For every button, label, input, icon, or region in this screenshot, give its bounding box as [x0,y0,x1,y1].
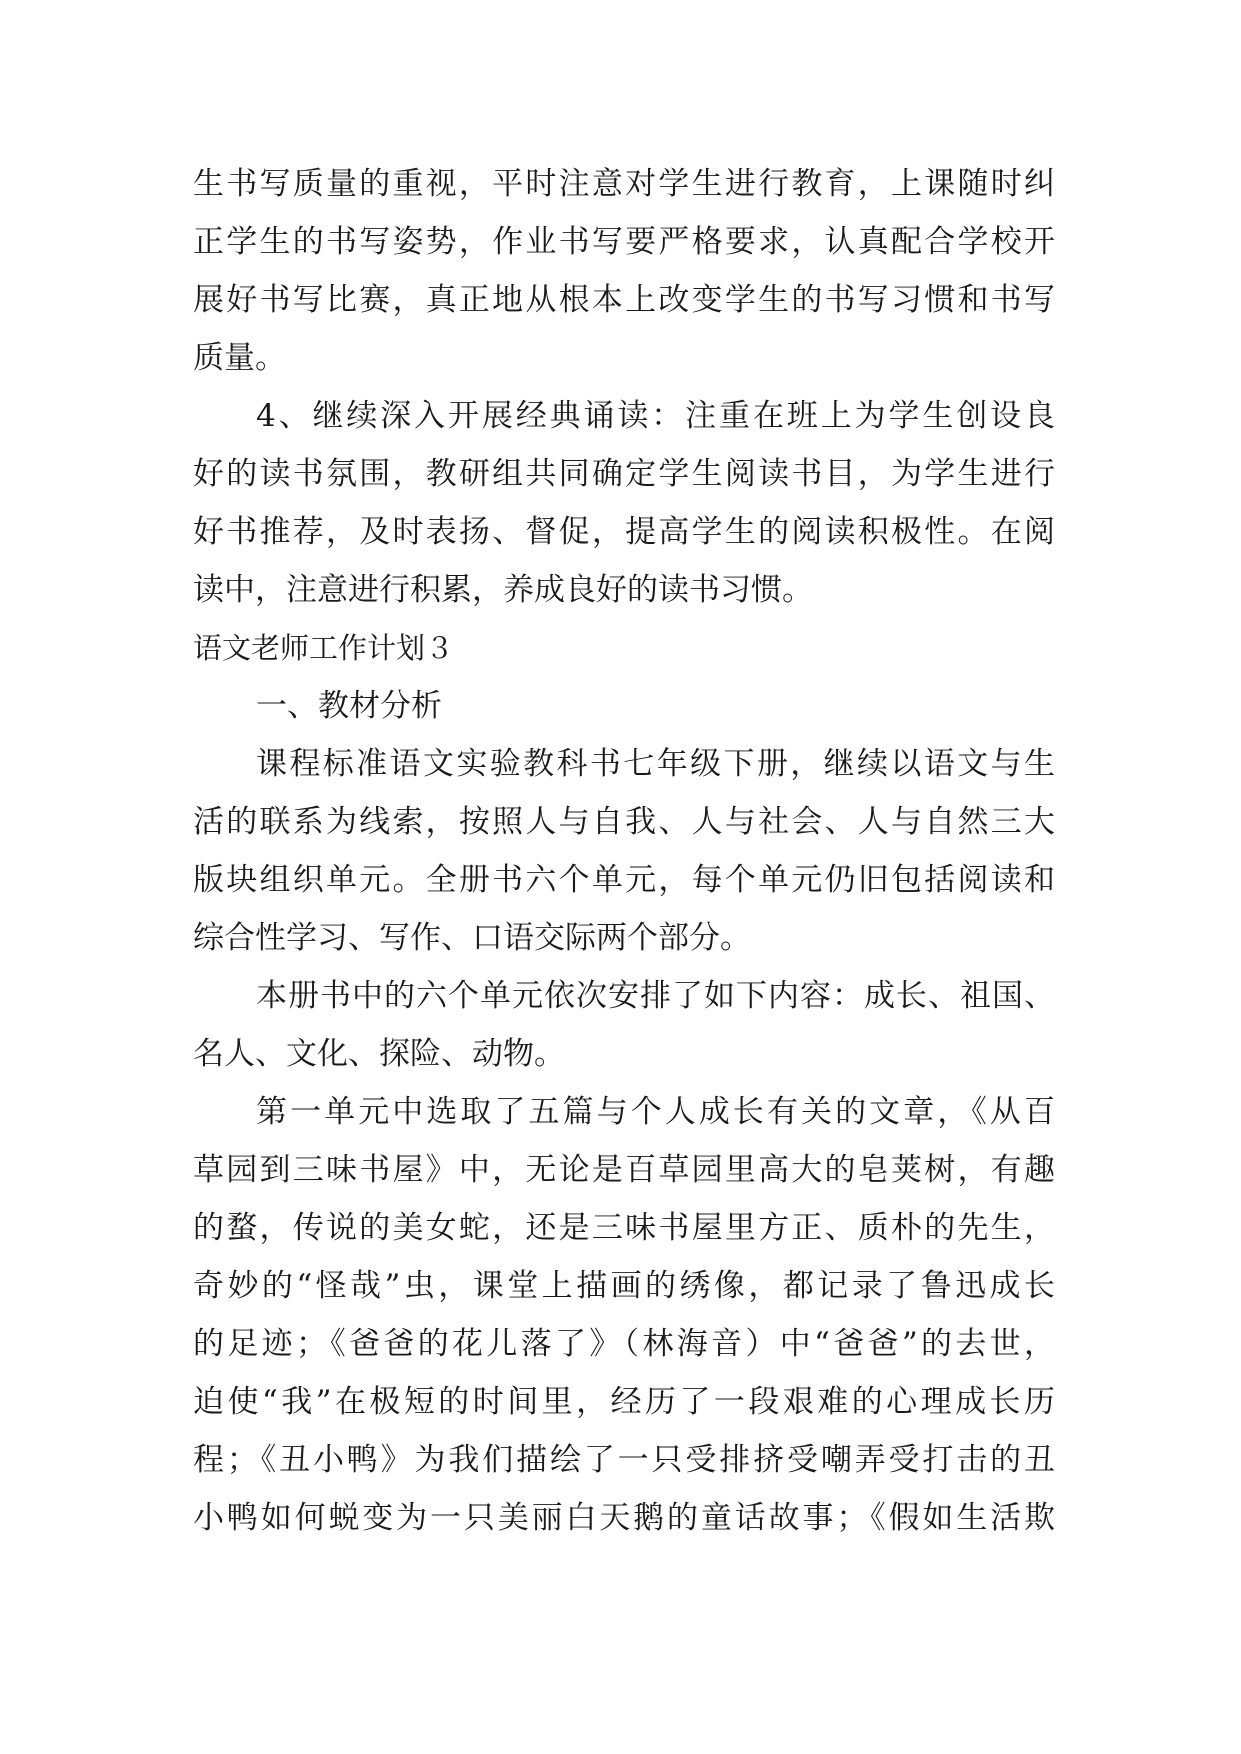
paragraph-line: 4、继续深入开展经典诵读：注重在班上为学生创设良 [256,398,1055,434]
paragraph-line: 的蝥，传说的美女蛇，还是三味书屋里方正、质朴的先生， [193,1210,1055,1246]
section-title: 语文老师工作计划３ [193,631,455,665]
paragraph-line: 读中，注意进行积累，养成良好的读书习惯。 [193,572,813,608]
paragraph-line: 活的联系为线索，按照人与自我、人与社会、人与自然三大 [193,804,1055,840]
paragraph-line: 综合性学习、写作、口语交际两个部分。 [193,920,751,956]
paragraph-line: 正学生的书写姿势，作业书写要严格要求，认真配合学校开 [193,224,1055,260]
paragraph-line: 课程标准语文实验教科书七年级下册，继续以语文与生 [256,746,1055,782]
paragraph-line: 生书写质量的重视，平时注意对学生进行教育，上课随时纠 [193,166,1055,202]
paragraph-line: 展好书写比赛，真正地从根本上改变学生的书写习惯和书写 [193,282,1055,318]
paragraph-line: 本册书中的六个单元依次安排了如下内容：成长、祖国、 [256,978,1055,1014]
paragraph-line: 第一单元中选取了五篇与个人成长有关的文章，《从百 [256,1094,1055,1130]
paragraph-line: 质量。 [193,340,286,376]
paragraph-line: 好书推荐，及时表扬、督促，提高学生的阅读积极性。在阅 [193,514,1055,550]
paragraph-line: 好的读书氛围，教研组共同确定学生阅读书目，为学生进行 [193,456,1055,492]
paragraph-line: 小鸭如何蜕变为一只美丽白天鹅的童话故事；《假如生活欺 [193,1500,1055,1536]
paragraph-line: 迫使“我”在极短的时间里，经历了一段艰难的心理成长历 [193,1384,1055,1420]
subheading: 一、教材分析 [256,688,442,724]
paragraph-line: 名人、文化、探险、动物。 [193,1036,565,1072]
paragraph-line: 奇妙的“怪哉”虫，课堂上描画的绣像，都记录了鲁迅成长 [193,1268,1055,1304]
paragraph-line: 草园到三味书屋》中，无论是百草园里高大的皂荚树，有趣 [193,1152,1055,1188]
paragraph-line: 版块组织单元。全册书六个单元，每个单元仍旧包括阅读和 [193,862,1055,898]
paragraph-line: 的足迹；《爸爸的花儿落了》（林海音）中“爸爸”的去世， [193,1326,1055,1362]
paragraph-line: 程；《丑小鸭》为我们描绘了一只受排挤受嘲弄受打击的丑 [193,1442,1055,1478]
